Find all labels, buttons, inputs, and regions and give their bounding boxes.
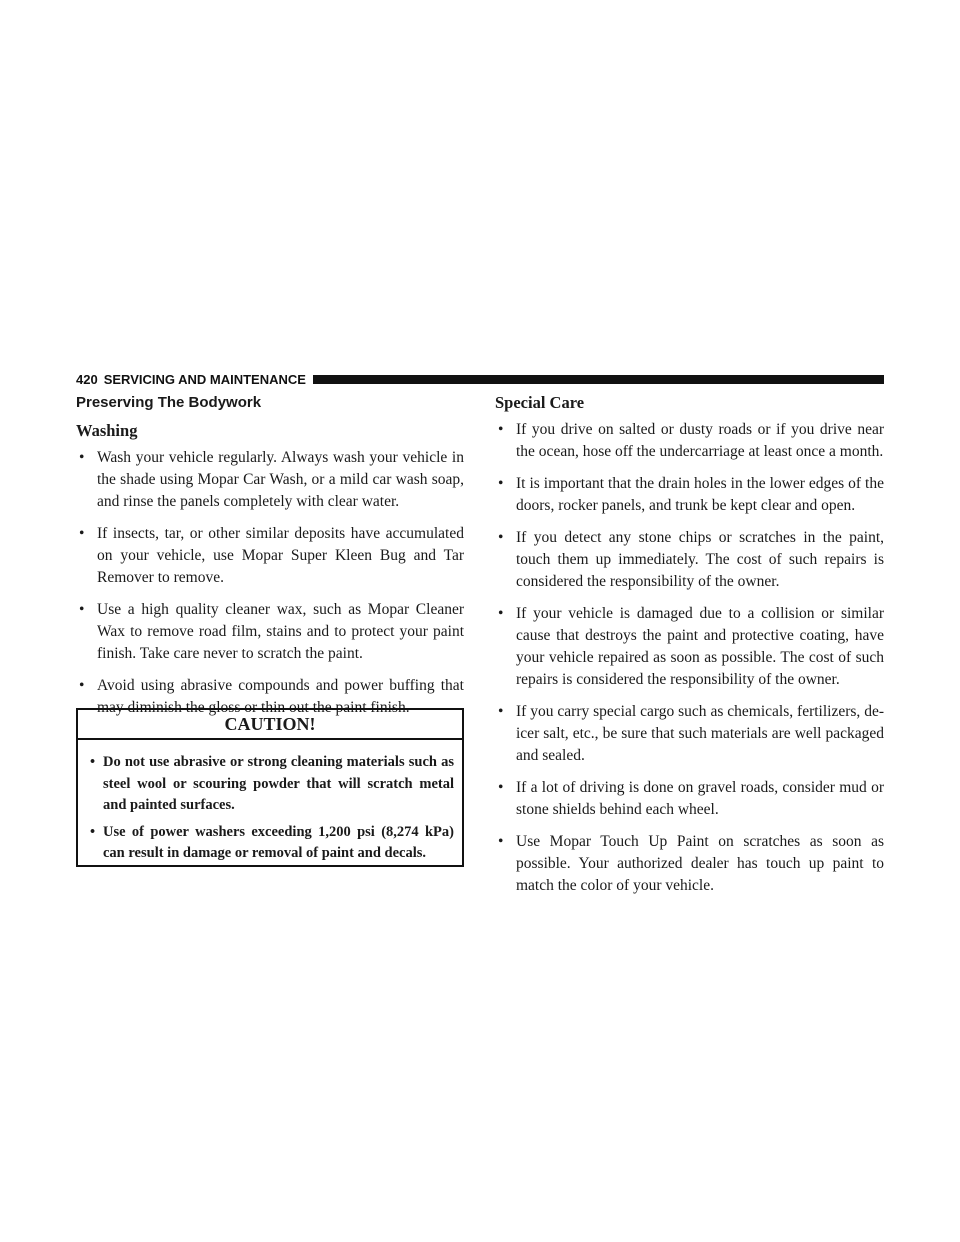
bullet-icon: • bbox=[498, 605, 504, 622]
list-item: • If a lot of driving is done on gravel roads, consider mud or stone shields behind each wheel. bbox=[498, 779, 884, 818]
bullet-icon: • bbox=[90, 754, 96, 770]
list-item: • Wash your vehicle regularly. Always wash your vehicle in the shade using Mopar Car Wash, or a mild car wash soap, and rinse the panels completely with clear water. bbox=[79, 449, 464, 510]
bullet-icon: • bbox=[498, 779, 504, 796]
special-care-list bbox=[495, 419, 884, 897]
subheading-washing: Washing bbox=[76, 421, 138, 440]
left-column bbox=[76, 392, 464, 729]
list-item: • If you carry special cargo such as chemicals, fertilizers, de-icer salt, etc., be sure that such materials are well packaged and sealed. bbox=[498, 703, 884, 764]
list-item: • Use Mopar Touch Up Paint on scratches as soon as possible. Your authorized dealer has touch up paint to match the color of your vehicle. bbox=[498, 833, 884, 894]
bullet-icon: • bbox=[79, 601, 85, 618]
bullet-icon: • bbox=[498, 529, 504, 546]
right-column bbox=[495, 392, 884, 907]
page-header bbox=[76, 370, 884, 388]
caution-item: • Use of power washers exceeding 1,200 psi (8,274 kPa) can result in damage or removal of paint and decals. bbox=[90, 823, 454, 861]
bullet-icon: • bbox=[498, 833, 504, 850]
bullet-icon: • bbox=[498, 421, 504, 438]
list-item: • If you drive on salted or dusty roads or if you drive near the ocean, hose off the undercarriage at least once a month. bbox=[498, 421, 884, 460]
bullet-icon: • bbox=[79, 677, 85, 694]
section-title: SERVICING AND MAINTENANCE bbox=[103, 371, 306, 387]
page-number: 420 bbox=[76, 371, 98, 387]
caution-box bbox=[76, 708, 464, 867]
heading-preserving-bodywork: Preserving The Bodywork bbox=[76, 394, 262, 411]
bullet-icon: • bbox=[79, 449, 85, 466]
bullet-icon: • bbox=[498, 475, 504, 492]
list-item: • If insects, tar, or other similar deposits have accumulated on your vehicle, use Mopar Super Kleen Bug and Tar Remover to remove. bbox=[79, 525, 464, 586]
caution-list bbox=[90, 752, 454, 865]
list-item: • It is important that the drain holes in the lower edges of the doors, rocker panels, and trunk be kept clear and open. bbox=[498, 475, 884, 514]
list-item: • Avoid using abrasive compounds and power buffing that may diminish the gloss or thin out the paint finish. bbox=[79, 677, 464, 716]
caution-title: CAUTION! bbox=[78, 710, 462, 740]
header-rule bbox=[313, 375, 884, 384]
subheading-special-care: Special Care bbox=[495, 393, 585, 412]
bullet-icon: • bbox=[79, 525, 85, 542]
list-item: • Use a high quality cleaner wax, such as Mopar Cleaner Wax to remove road film, stains and to protect your paint finish. Take care never to scratch the paint. bbox=[79, 601, 464, 662]
bullet-icon: • bbox=[90, 823, 96, 840]
bullet-icon: • bbox=[498, 703, 504, 720]
caution-item: • Do not use abrasive or strong cleaning materials such as steel wool or scouring powder that will scratch metal and painted surfaces. bbox=[90, 754, 454, 813]
washing-list bbox=[76, 447, 464, 719]
list-item: • If your vehicle is damaged due to a collision or similar cause that destroys the paint and protective coating, have your vehicle repaired as soon as possible. The cost of such repairs is considered the responsibility of the owner. bbox=[498, 605, 884, 688]
list-item: • If you detect any stone chips or scratches in the paint, touch them up immediately. The cost of such repairs is considered the responsibility of the owner. bbox=[498, 529, 884, 590]
